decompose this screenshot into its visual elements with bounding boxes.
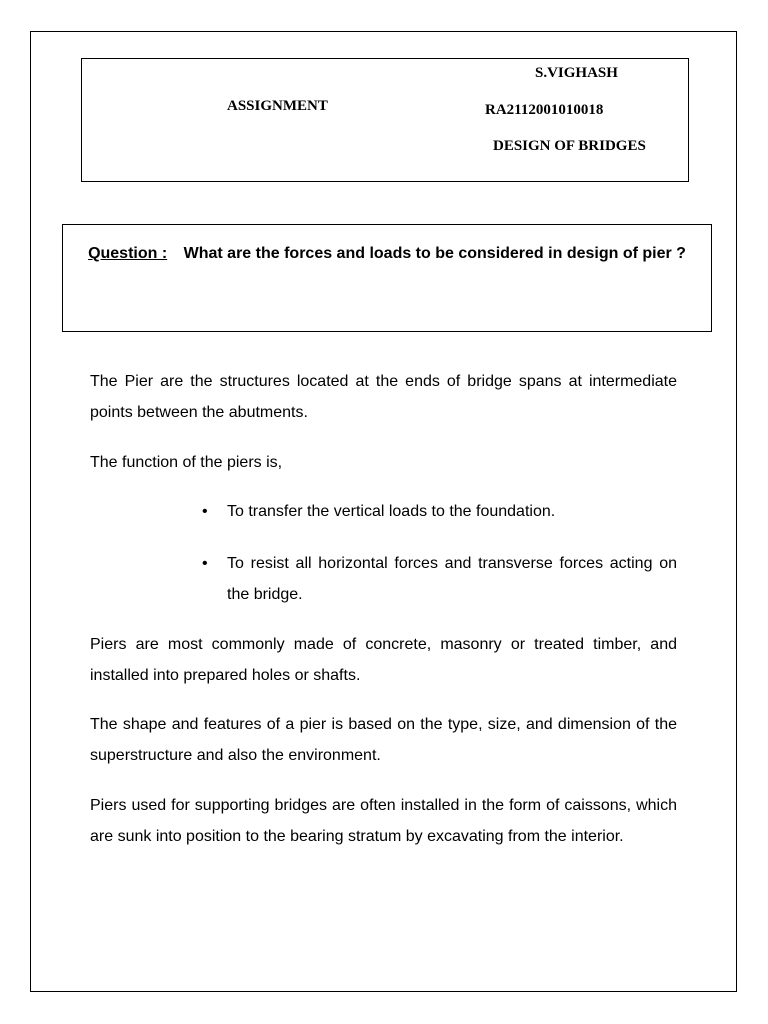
paragraph-pier-function: The function of the piers is, (90, 454, 283, 471)
student-name: S.VIGHASH (535, 65, 618, 81)
question-box (62, 224, 712, 332)
paragraph-pier-materials: Piers are most commonly made of concrete, masonry or treated timber, and installed into prepared holes or shafts. (90, 636, 677, 684)
paragraph-pier-shape: The shape and features of a pier is based on the type, size, and dimension of the superstructure and also the environment. (90, 716, 677, 764)
assignment-title: ASSIGNMENT (227, 98, 328, 114)
question-label: Question : (88, 245, 168, 262)
question-text: What are the forces and loads to be considered in design of pier ? (183, 245, 686, 262)
bullet-icon: • (202, 555, 208, 572)
register-number: RA2112001010018 (485, 102, 604, 118)
subject-name: DESIGN OF BRIDGES (493, 138, 646, 154)
bullet-item (202, 496, 677, 527)
bullet-text: To resist all horizontal forces and transverse forces acting on the bridge. (227, 555, 677, 603)
paragraph-pier-definition: The Pier are the structures located at the ends of bridge spans at intermediate points between the abutments. (90, 373, 677, 421)
paragraph-pier-caissons: Piers used for supporting bridges are often installed in the form of caissons, which are sunk into position to the bearing stratum by excavating from the interior. (90, 797, 677, 845)
bullet-item (202, 548, 677, 610)
header-box (81, 58, 689, 182)
bullet-icon: • (202, 503, 208, 520)
bullet-text: To transfer the vertical loads to the foundation. (227, 503, 556, 520)
